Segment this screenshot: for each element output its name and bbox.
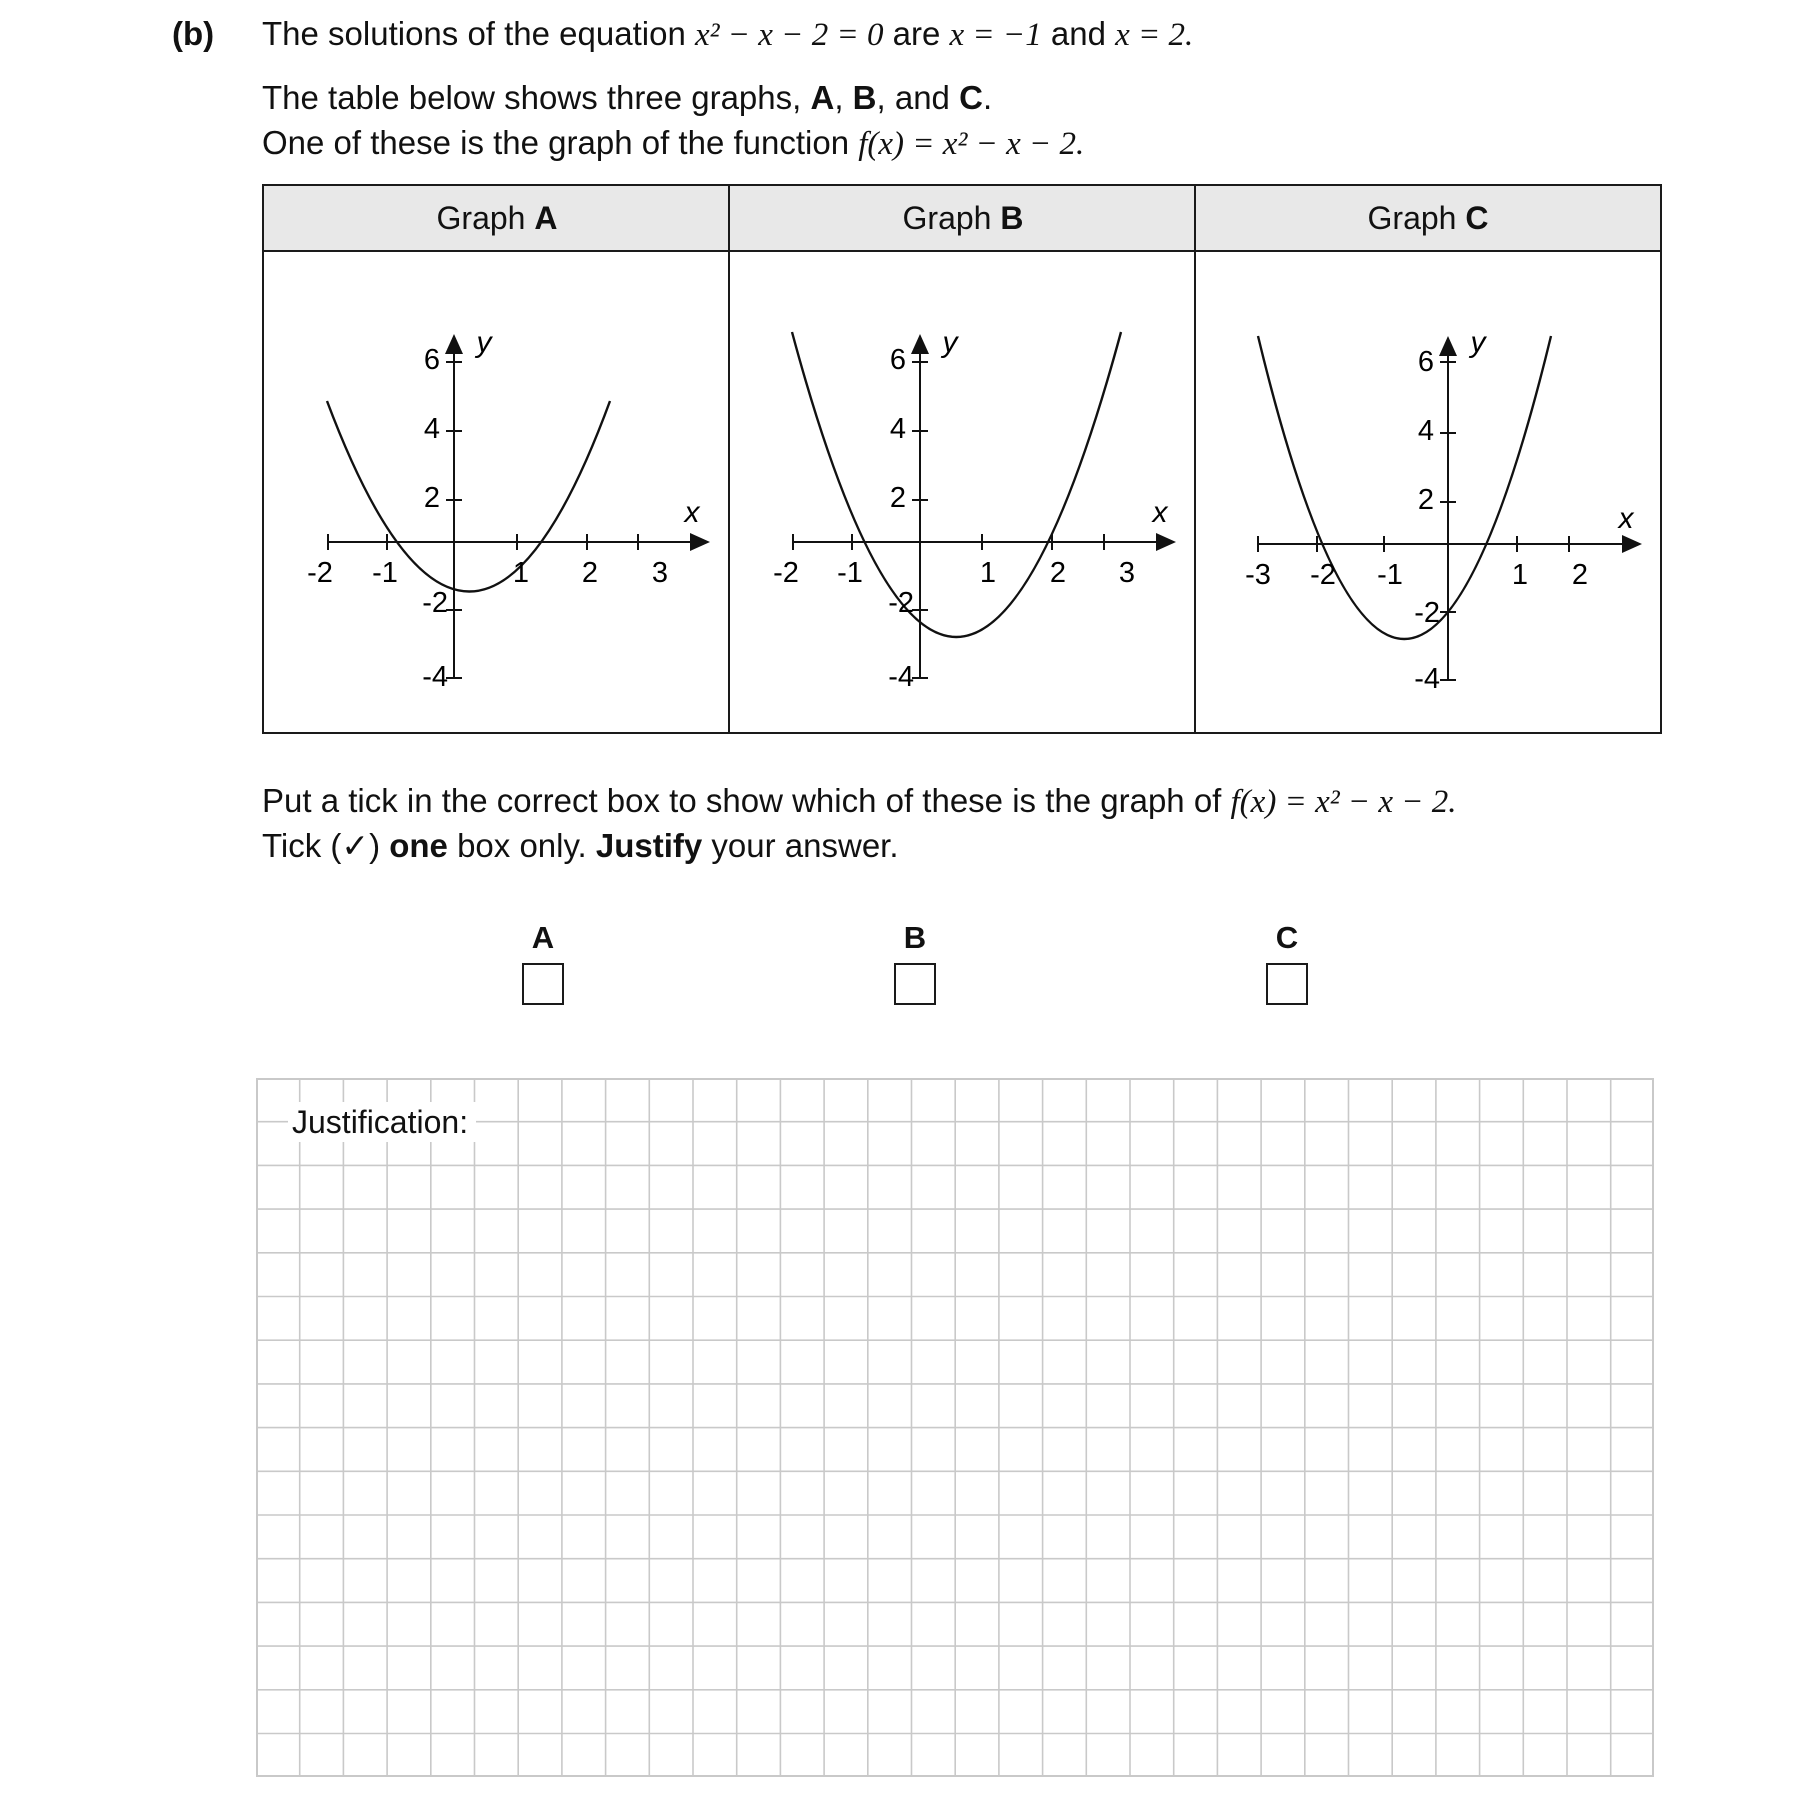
graph-a-curve xyxy=(327,401,610,592)
line2-c: C xyxy=(959,79,983,116)
graph-a-x-tick-2: -1 xyxy=(372,557,398,589)
question-line-2 xyxy=(262,78,992,118)
graph-c-y-tick-1: 6 xyxy=(1417,346,1434,378)
graph-b-x-tick-4: 2 xyxy=(1049,557,1067,589)
graph-c-y-tick-2: 4 xyxy=(1417,415,1434,447)
graph-b-y-tick-2: 4 xyxy=(889,413,906,445)
graph-b-curve xyxy=(792,332,1121,637)
graph-a-y-tick-1: 6 xyxy=(423,344,440,376)
graph-b-header-letter: B xyxy=(1000,200,1024,236)
option-b-label: B xyxy=(903,920,927,955)
graph-c-y-tick-3: 2 xyxy=(1417,484,1434,516)
graph-b-x-label: x xyxy=(1152,496,1168,529)
instruction1-prefix: Put a tick in the correct box to show which of these is the graph of xyxy=(262,782,1231,819)
graph-b-y-tick-4: -2 xyxy=(888,587,914,619)
graph-a-y-tick-3: 2 xyxy=(423,482,440,514)
justification-answer-area[interactable] xyxy=(256,1078,1654,1777)
graph-c-x-tick-2: -2 xyxy=(1310,559,1336,591)
graph-c-x-tick-4: 1 xyxy=(1511,559,1529,591)
graph-c-x-arrow xyxy=(1622,535,1642,553)
graph-b-x-tick-1: -2 xyxy=(773,557,799,589)
graph-b-x-tick-5: 3 xyxy=(1118,557,1136,589)
graph-c-x-label: x xyxy=(1618,502,1634,535)
option-a-label: A xyxy=(531,920,555,955)
graph-c-y-tick-5: -4 xyxy=(1414,663,1440,695)
graph-b-x-arrow xyxy=(1156,533,1176,551)
line2-b: B xyxy=(852,79,877,116)
option-a-checkbox[interactable] xyxy=(522,963,564,1005)
instruction2-end: your answer. xyxy=(702,827,899,864)
line1-are: are xyxy=(883,15,950,52)
graph-b-x-tick-3: 1 xyxy=(979,557,997,589)
equation: x² − x − 2 = 0 xyxy=(694,17,884,53)
graph-b-header xyxy=(730,186,1196,252)
solution-2: x = 2. xyxy=(1115,17,1194,53)
graph-c-x-tick-3: -1 xyxy=(1377,559,1403,591)
graph-a-y-arrow xyxy=(445,334,463,354)
line2-comma-1: , xyxy=(834,79,853,116)
graph-b-y-label: y xyxy=(942,326,958,359)
instruction-line-1 xyxy=(262,781,1457,822)
graph-c-y-tick-4: -2 xyxy=(1414,597,1440,629)
graph-c-header-letter: C xyxy=(1465,200,1489,236)
graph-a-x-tick-5: 3 xyxy=(651,557,669,589)
option-b-checkbox[interactable] xyxy=(894,963,936,1005)
graph-c-y-label: y xyxy=(1470,326,1486,359)
instruction2-justify: Justify xyxy=(595,827,703,864)
graph-a-y-label: y xyxy=(476,326,492,359)
graph-b-y-tick-3: 2 xyxy=(889,482,906,514)
graph-c-y-arrow xyxy=(1439,336,1457,356)
option-c-checkbox[interactable] xyxy=(1266,963,1308,1005)
graph-a-x-tick-3: 1 xyxy=(512,557,530,589)
question-line-1 xyxy=(262,14,1193,55)
graph-a-y-tick-2: 4 xyxy=(423,413,440,445)
solution-1: x = −1 xyxy=(949,17,1042,53)
graph-a-x-tick-1: -2 xyxy=(307,557,333,589)
option-c-label: C xyxy=(1275,920,1299,955)
line2-a: A xyxy=(810,79,835,116)
graph-a xyxy=(264,252,728,732)
graph-table xyxy=(262,184,1662,734)
line1-prefix: The solutions of the equation xyxy=(262,15,695,52)
line3-prefix: One of these is the graph of the function xyxy=(262,124,859,161)
instruction1-function: f(x) = x² − x − 2. xyxy=(1230,784,1457,820)
graph-a-header-letter: A xyxy=(534,200,558,236)
instruction2-middle: box only. xyxy=(447,827,596,864)
line2-end: . xyxy=(982,79,993,116)
graph-c xyxy=(1196,252,1660,732)
instruction-line-2 xyxy=(262,826,899,866)
graph-c-curve xyxy=(1258,336,1551,639)
instruction2-prefix: Tick (✓) xyxy=(262,827,390,864)
line2-prefix: The table below shows three graphs, xyxy=(262,79,811,116)
graph-b xyxy=(730,252,1194,732)
graph-a-header-prefix: Graph xyxy=(436,200,535,236)
graph-b-y-arrow xyxy=(911,334,929,354)
graph-a-header xyxy=(264,186,730,252)
graph-a-x-label: x xyxy=(684,496,700,529)
graph-c-x-tick-5: 2 xyxy=(1571,559,1589,591)
graph-c-header xyxy=(1196,186,1660,252)
graph-b-x-tick-2: -1 xyxy=(837,557,863,589)
graph-b-y-tick-1: 6 xyxy=(889,344,906,376)
graph-b-y-tick-5: -4 xyxy=(888,661,914,693)
line1-and: and xyxy=(1041,15,1116,52)
graph-a-x-arrow xyxy=(690,533,710,551)
graph-a-y-tick-5: -4 xyxy=(422,661,448,693)
part-label: (b) xyxy=(172,15,215,52)
justification-label: Justification: xyxy=(288,1102,476,1142)
graph-b-header-prefix: Graph xyxy=(902,200,1001,236)
graph-c-header-prefix: Graph xyxy=(1367,200,1466,236)
graph-a-x-tick-4: 2 xyxy=(581,557,599,589)
graph-c-x-tick-1: -3 xyxy=(1245,559,1271,591)
question-line-3 xyxy=(262,123,1084,164)
instruction2-one: one xyxy=(389,827,448,864)
graph-a-y-tick-4: -2 xyxy=(422,587,448,619)
function-expression: f(x) = x² − x − 2. xyxy=(858,126,1085,162)
line2-comma-2: , and xyxy=(876,79,960,116)
